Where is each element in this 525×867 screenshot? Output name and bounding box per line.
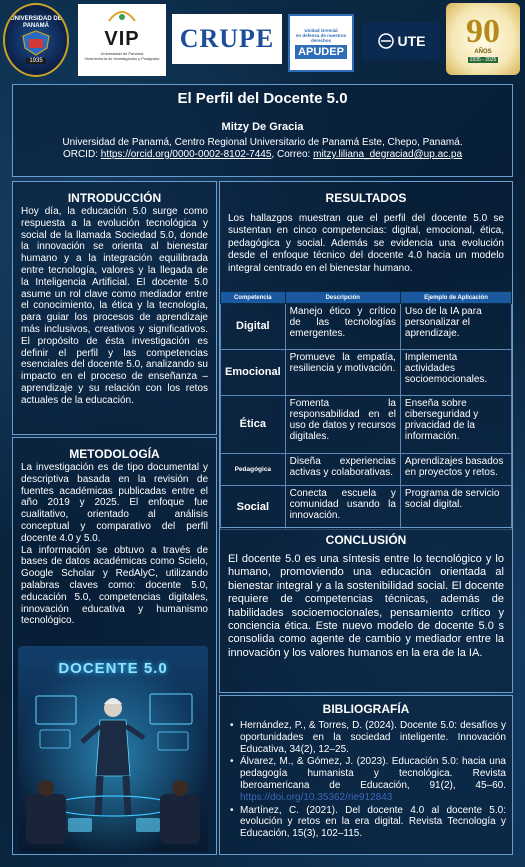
table-header-row bbox=[221, 292, 512, 304]
email-link[interactable]: mitzy.liliana_degraciad@up.ac.pa bbox=[313, 149, 463, 160]
affiliation-text: Universidad de Panamá, Centro Regional Universitario de Panamá Este, Chepo, Panamá. bbox=[62, 137, 463, 148]
vip-logo bbox=[78, 4, 166, 76]
competencies-table bbox=[220, 291, 512, 530]
universidad-de-panama-logo bbox=[3, 3, 69, 77]
vip-logo-text: VIP bbox=[104, 27, 140, 50]
example-cell: Enseña sobre ciberseguridad y privacidad de la información. bbox=[400, 396, 511, 454]
competency-cell: Digital bbox=[221, 304, 286, 350]
illustration-label: DOCENTE 5.0 bbox=[58, 660, 168, 677]
description-cell: Manejo ético y crítico de las tecnologías emergentes. bbox=[285, 304, 400, 350]
description-cell: Diseña experiencias activas y colaborativas. bbox=[285, 454, 400, 486]
bibliography-section bbox=[219, 695, 513, 855]
results-section bbox=[219, 181, 513, 530]
introduction-section bbox=[12, 181, 217, 435]
email-label: , Correo: bbox=[271, 149, 311, 160]
poster-header bbox=[12, 84, 513, 177]
anniversary-number: 90 bbox=[466, 13, 500, 50]
anniversary-label: AÑOS bbox=[474, 49, 492, 55]
reference-list bbox=[220, 720, 512, 840]
description-cell: Fomenta la responsabilidad en el uso de datos y recursos digitales. bbox=[285, 396, 400, 454]
reference-text: Álvarez, M., & Gómez, J. (2023). Educación 5.0: hacia una pedagogía humanista y tecnológica. Revista Iberoamericana de Educación, 91(2), 45–60. bbox=[240, 756, 506, 791]
table-header-cell: Descripción bbox=[285, 292, 400, 304]
reference-doi-link[interactable]: https://doi.org/10.35362/rie912843 bbox=[240, 791, 393, 803]
orcid-label: ORCID: bbox=[62, 149, 98, 160]
conclusion-heading: CONCLUSIÓN bbox=[325, 533, 407, 547]
introduction-heading: INTRODUCCIÓN bbox=[67, 191, 162, 205]
up-logo-year: 1935 bbox=[26, 58, 45, 64]
anniversary-years: 1935 - 2025 bbox=[469, 57, 497, 63]
description-cell: Conecta escuela y comunidad usando la innovación. bbox=[285, 486, 400, 530]
competency-cell: Social bbox=[221, 486, 286, 530]
anniversary-90-logo bbox=[446, 3, 520, 75]
logo-bar bbox=[0, 0, 525, 80]
apudep-logo bbox=[288, 14, 354, 72]
introduction-text: Hoy día, la educación 5.0 surge como respuesta a la evolución tecnológica y social de la llamada Sociedad 5.0, donde la innovación se orienta al bienestar humano y a la integración equilibrada entre tecnología, valores y la llegada de la Inteligencia Artificial. El docente 5.0 asume un rol clave como mediador entre el conocimiento, la ética y la tecnología, para guiar los procesos de aprendizaje más inclusivos, creativos y significativos. El propósito de ésta investigación es definir el perfil y las competencias esenciales del docente 5.0, analizando su impacto en el proceso de enseñanza – aprendizaje y su relación con los retos actuales de la educación. bbox=[21, 206, 208, 406]
table-row bbox=[221, 396, 512, 454]
methodology-heading: METODOLOGÍA bbox=[69, 447, 160, 461]
table-row bbox=[221, 486, 512, 530]
competency-cell: Emocional bbox=[221, 350, 286, 396]
table-row bbox=[221, 454, 512, 486]
results-text: Los hallazgos muestran que el perfil del docente 5.0 se sustentan en cinco competencias: digital, emocional, ética, pedagógica y social. Además se evidencia una evolución desde el enfoque técnico del docente 4.0 hacia un modelo integral centrado en el bienestar humano. bbox=[228, 213, 504, 274]
apudep-line1: Unidad Gremial bbox=[304, 27, 338, 33]
description-cell: Promueve la empatía, resiliencia y motivación. bbox=[285, 350, 400, 396]
crupe-logo-text: CRUPE bbox=[179, 24, 275, 53]
apudep-logo-text: APUDEP bbox=[295, 45, 347, 59]
methodology-text-2: La información se obtuvo a través de bases de datos académicas como Scielo, Google Scholar y RedAlyC, utilizando palabras claves como: docente 5.0, educación 5.0, competencias digitales, innovación educativa y humanismo tecnológico. bbox=[21, 544, 208, 627]
vip-logo-subtitle-2: Vicerrectoría de Investigación y Postgrado bbox=[84, 55, 160, 61]
ute-logo-text: UTE bbox=[397, 33, 426, 49]
example-cell: Aprendizajes basados en proyectos y retos. bbox=[400, 454, 511, 486]
example-cell: Implementa actividades socioemocionales. bbox=[400, 350, 511, 396]
docente-5-0-illustration bbox=[18, 646, 208, 852]
bibliography-heading: BIBLIOGRAFÍA bbox=[322, 702, 410, 716]
reference-item bbox=[230, 720, 506, 755]
shield-icon bbox=[21, 30, 51, 56]
conclusion-text: El docente 5.0 es una síntesis entre lo tecnológico y lo humano, promoviendo una educación orientada al bienestar integral y a la sostenibilidad social. El docente requiere de competencias técnicas, además de habilidades socioemocionales, pensamiento crítico y conciencia ética. Este nuevo modelo de docente 5.0 s consolida como agente de cambio y mediador entre la innovación y los valores humanos en la era de la IA. bbox=[228, 553, 504, 659]
results-heading: RESULTADOS bbox=[325, 191, 407, 205]
table-header-cell: Competencia bbox=[221, 292, 286, 304]
poster-title: El Perfil del Docente 5.0 bbox=[177, 90, 348, 107]
table-row bbox=[221, 350, 512, 396]
reference-item bbox=[230, 756, 506, 803]
conclusion-section bbox=[219, 527, 513, 693]
example-cell: Programa de servicio social digital. bbox=[400, 486, 511, 530]
crupe-logo bbox=[172, 14, 282, 64]
reference-text: Martínez, C. (2021). Del docente 4.0 al docente 5.0: evolución y retos en la era digital. Revista Tecnología y Educación, 15(3), 102–115. bbox=[240, 804, 506, 840]
competency-cell: Ética bbox=[221, 396, 286, 454]
methodology-text-1: La investigación es de tipo documental y descriptiva basada en la revisión de fuentes académicas publicadas entre el año 2019 y 2025. El enfoque fue cualitativo, orientado al análisis conceptual y comparativo del perfil docente 4.0 y 5.0. bbox=[21, 462, 208, 544]
table-row bbox=[221, 304, 512, 350]
apudep-line2: en defensa de nuestros derechos bbox=[295, 32, 347, 43]
reference-item bbox=[230, 805, 506, 840]
ute-logo bbox=[362, 22, 440, 60]
reference-text: Hernández, P., & Torres, D. (2024). Docente 5.0: desafíos y oportunidades en la sociedad inteligente. Innovación Educativa, 34(2), 12–25. bbox=[240, 720, 506, 755]
affiliation bbox=[13, 137, 512, 161]
competency-cell: Pedagógica bbox=[221, 454, 286, 486]
example-cell: Uso de la IA para personalizar el aprendizaje. bbox=[400, 304, 511, 350]
vip-emblem-icon bbox=[107, 7, 137, 23]
orcid-link[interactable]: https://orcid.org/0000-0002-8102-7445 bbox=[100, 149, 272, 160]
author-name: Mitzy De Gracia bbox=[221, 121, 304, 133]
up-logo-text: UNIVERSIDAD DE PANAMÁ bbox=[10, 16, 62, 29]
table-header-cell: Ejemplo de Aplicación bbox=[400, 292, 511, 304]
ute-emblem-icon bbox=[377, 33, 395, 49]
vip-logo-subtitle: Universidad de Panamá bbox=[100, 50, 144, 56]
